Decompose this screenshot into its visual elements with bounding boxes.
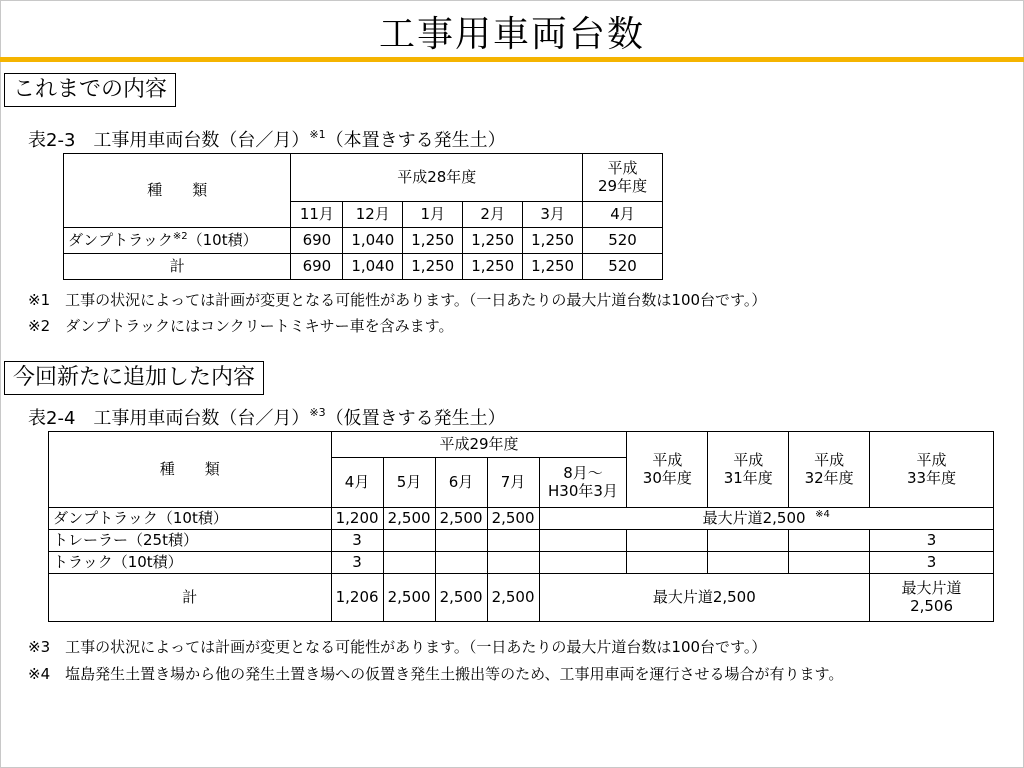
table-cell: 1,250 xyxy=(523,228,583,254)
table-cell: 2,500 xyxy=(383,508,435,530)
table-cell: 690 xyxy=(291,254,343,280)
table-row xyxy=(49,530,994,552)
table-2-4 xyxy=(48,431,994,622)
fy30-header-line2: 30年度 xyxy=(642,468,692,487)
fy33-header-line1: 平成 xyxy=(916,451,947,470)
row-label: トラック（10t積） xyxy=(49,552,332,574)
row-label-text: ダンプトラック xyxy=(68,231,173,250)
table-cell: 1,200 xyxy=(331,508,383,530)
row-label: 計 xyxy=(49,574,332,622)
month-header: 3月 xyxy=(523,202,583,228)
month-header: 2月 xyxy=(463,202,523,228)
month-header: 4月 xyxy=(331,458,383,508)
table-2-4-title-mark: ※3 xyxy=(309,406,326,419)
table-cell xyxy=(539,530,627,552)
table-row xyxy=(64,228,663,254)
table-cell: 1,040 xyxy=(343,254,403,280)
table-cell xyxy=(789,530,870,552)
merged-cell-text: 最大片道2,500 xyxy=(702,509,806,528)
slide-title: 工事用車両台数 xyxy=(378,14,645,55)
fy32-header-line1: 平成 xyxy=(814,451,845,470)
merged-cell-mark: ※4 xyxy=(815,509,830,521)
kind-header: 種 類 xyxy=(64,154,291,228)
kind-header: 種 類 xyxy=(49,432,332,508)
note-3: ※3 工事の状況によっては計画が変更となる可能性があります。（一日あたりの最大片道台数は100台です。） xyxy=(28,638,767,656)
table-cell: 3 xyxy=(870,552,994,574)
table-cell: 3 xyxy=(331,552,383,574)
month-header: 1月 xyxy=(403,202,463,228)
table-2-4-title-text: 表2-4 工事用車両台数（台／月） xyxy=(28,408,310,429)
fy32-header-line2: 32年度 xyxy=(804,468,854,487)
fy33-header xyxy=(870,432,994,508)
table-cell: 2,500 xyxy=(435,508,487,530)
table-cell: 2,500 xyxy=(435,574,487,622)
fy31-header-line1: 平成 xyxy=(733,451,764,470)
table-2-3 xyxy=(63,153,663,280)
month-header: 12月 xyxy=(343,202,403,228)
table-2-4-title xyxy=(28,404,506,430)
fy33-header-line2: 33年度 xyxy=(906,468,957,487)
table-cell: 3 xyxy=(870,530,994,552)
fy29-header-line1: 平成 xyxy=(607,159,638,178)
table-cell: 2,500 xyxy=(487,508,539,530)
table-cell xyxy=(539,552,627,574)
table-cell: 2,500 xyxy=(383,574,435,622)
table-cell: 1,206 xyxy=(331,574,383,622)
fy30-header xyxy=(627,432,708,508)
period-header-line2: H30年3月 xyxy=(548,481,618,500)
period-header xyxy=(539,458,627,508)
table-2-3-header-row xyxy=(64,154,663,202)
table-cell: 690 xyxy=(291,228,343,254)
table-2-3-title xyxy=(28,126,506,152)
title-underline xyxy=(0,57,1024,62)
row-label: ダンプトラック（10t積） xyxy=(49,508,332,530)
table-cell xyxy=(487,530,539,552)
fy32-header xyxy=(789,432,870,508)
table-cell: 1,250 xyxy=(403,254,463,280)
note-1: ※1 工事の状況によっては計画が変更となる可能性があります。（一日あたりの最大片道台数は100台です。） xyxy=(28,291,767,309)
fy29-header: 平成29年度 xyxy=(331,432,627,458)
month-header: 7月 xyxy=(487,458,539,508)
table-cell xyxy=(708,552,789,574)
total-last-line2: 2,506 xyxy=(910,596,954,615)
table-cell: 1,250 xyxy=(463,228,523,254)
table-cell: 1,040 xyxy=(343,228,403,254)
table-row xyxy=(49,508,994,530)
fy28-header: 平成28年度 xyxy=(291,154,583,202)
table-cell xyxy=(627,530,708,552)
fy31-header xyxy=(708,432,789,508)
row-label: トレーラー（25t積） xyxy=(49,530,332,552)
row-label-suffix: （10t積） xyxy=(187,231,258,250)
table-cell: 520 xyxy=(583,228,663,254)
table-cell xyxy=(708,530,789,552)
note-2: ※2 ダンプトラックにはコンクリートミキサー車を含みます。 xyxy=(28,317,454,335)
note-4: ※4 塩島発生土置き場から他の発生土置き場への仮置き発生土搬出等のため、工事用車両を運行させる場合が有ります。 xyxy=(28,665,844,683)
merged-cell: 最大片道2,500 xyxy=(539,574,870,622)
month-header: 6月 xyxy=(435,458,487,508)
section-heading-added: 今回新たに追加した内容 xyxy=(4,361,264,395)
month-header: 11月 xyxy=(291,202,343,228)
month-header: 4月 xyxy=(583,202,663,228)
table-2-4-header-row xyxy=(49,432,994,458)
month-header: 5月 xyxy=(383,458,435,508)
total-last-line1: 最大片道 xyxy=(901,579,962,598)
table-cell xyxy=(627,552,708,574)
table-cell xyxy=(435,530,487,552)
table-2-3-title-mark: ※1 xyxy=(309,128,326,141)
table-total-row xyxy=(64,254,663,280)
table-2-3-title-suffix: （本置きする発生土） xyxy=(325,130,506,151)
table-cell: 1,250 xyxy=(403,228,463,254)
table-2-4-title-suffix: （仮置きする発生土） xyxy=(325,408,506,429)
row-label xyxy=(64,228,291,254)
row-label: 計 xyxy=(64,254,291,280)
table-cell xyxy=(383,530,435,552)
table-cell: 1,250 xyxy=(523,254,583,280)
table-cell: 2,500 xyxy=(487,574,539,622)
table-row xyxy=(49,552,994,574)
fy29-header xyxy=(583,154,663,202)
fy29-header-line2: 29年度 xyxy=(598,176,648,195)
table-total-row xyxy=(49,574,994,622)
period-header-line1: 8月～ xyxy=(563,464,603,483)
table-cell: 520 xyxy=(583,254,663,280)
table-cell xyxy=(435,552,487,574)
table-cell xyxy=(487,552,539,574)
table-cell: 3 xyxy=(331,530,383,552)
table-2-3-title-text: 表2-3 工事用車両台数（台／月） xyxy=(28,130,310,151)
row-label-mark: ※2 xyxy=(172,231,188,243)
fy30-header-line1: 平成 xyxy=(652,451,683,470)
table-cell: 1,250 xyxy=(463,254,523,280)
table-cell xyxy=(383,552,435,574)
fy31-header-line2: 31年度 xyxy=(723,468,773,487)
table-cell xyxy=(870,574,994,622)
table-cell xyxy=(789,552,870,574)
section-heading-previous: これまでの内容 xyxy=(4,73,176,107)
merged-cell xyxy=(539,508,993,530)
